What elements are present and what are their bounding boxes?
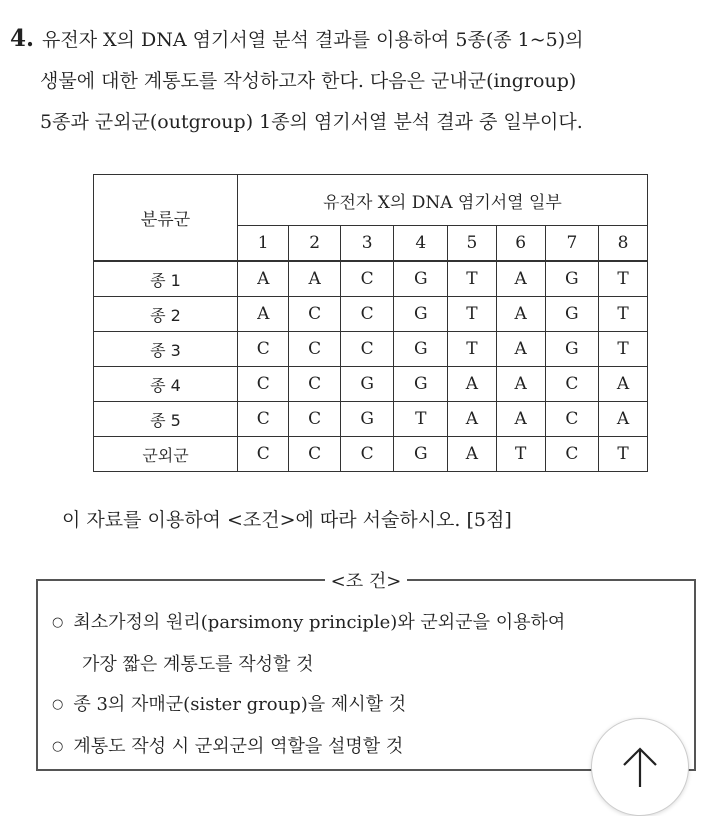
base-cell: A [599, 367, 648, 402]
bullet-icon: ○ [52, 739, 64, 754]
base-cell: A [496, 367, 545, 402]
question-number: 4. [10, 25, 35, 52]
condition-item-1-continuation: 가장 짧은 계통도를 작성할 것 [82, 654, 314, 675]
base-cell: A [448, 437, 497, 472]
table-row [94, 437, 648, 472]
base-cell: C [238, 367, 289, 402]
condition-text-3: 계통도 작성 시 군외군의 역할을 설명할 것 [73, 736, 404, 757]
base-cell: G [340, 367, 394, 402]
scroll-to-top-button[interactable] [591, 718, 689, 816]
base-cell: T [599, 437, 648, 472]
base-cell: A [238, 297, 289, 332]
base-cell: C [340, 332, 394, 367]
base-cell: A [599, 402, 648, 437]
table-row [94, 297, 648, 332]
base-cell: T [496, 437, 545, 472]
base-cell: C [289, 297, 340, 332]
position-header: 7 [545, 226, 599, 262]
condition-item-3 [52, 727, 565, 769]
base-cell: C [289, 332, 340, 367]
base-cell: C [340, 437, 394, 472]
base-cell: G [394, 367, 448, 402]
base-cell: C [340, 261, 394, 297]
base-cell: G [340, 402, 394, 437]
position-header: 6 [496, 226, 545, 262]
base-cell: A [496, 261, 545, 297]
base-cell: C [545, 367, 599, 402]
base-cell: T [448, 261, 497, 297]
sequence-header: 유전자 X의 DNA 염기서열 일부 [238, 175, 648, 226]
taxon-label: 종 5 [94, 402, 238, 437]
position-header: 3 [340, 226, 394, 262]
sequence-body [94, 261, 648, 472]
position-header: 2 [289, 226, 340, 262]
taxon-label: 종 1 [94, 261, 238, 297]
base-cell: C [289, 437, 340, 472]
table-row [94, 332, 648, 367]
base-cell: T [448, 297, 497, 332]
question-line-3: 5종과 군외군(outgroup) 1종의 염기서열 분석 결과 중 일부이다. [40, 111, 583, 133]
base-cell: T [599, 261, 648, 297]
base-cell: A [289, 261, 340, 297]
base-cell: T [599, 297, 648, 332]
group-header: 분류군 [94, 175, 238, 262]
condition-item-2 [52, 685, 565, 727]
position-header: 8 [599, 226, 648, 262]
base-cell: A [496, 402, 545, 437]
base-cell: G [545, 297, 599, 332]
table-row [94, 261, 648, 297]
base-cell: C [545, 402, 599, 437]
condition-item-1 [52, 603, 565, 645]
base-cell: A [448, 367, 497, 402]
conditions-list [52, 603, 565, 769]
base-cell: C [289, 367, 340, 402]
base-cell: G [394, 332, 448, 367]
taxon-label: 종 2 [94, 297, 238, 332]
taxon-label: 군외군 [94, 437, 238, 472]
question-line-1 [10, 18, 710, 61]
base-cell: C [289, 402, 340, 437]
taxon-label: 종 3 [94, 332, 238, 367]
base-cell: C [545, 437, 599, 472]
base-cell: G [394, 297, 448, 332]
condition-text-2: 종 3의 자매군(sister group)을 제시할 것 [73, 694, 407, 715]
question-block [10, 18, 710, 143]
instruction-text: 이 자료를 이용하여 <조건>에 따라 서술하시오. [5점] [62, 509, 512, 531]
arrow-up-icon [620, 745, 660, 789]
base-cell: A [238, 261, 289, 297]
question-line-2: 생물에 대한 계통도를 작성하고자 한다. 다음은 군내군(ingroup) [40, 70, 577, 92]
bullet-icon: ○ [52, 697, 64, 712]
conditions-title: <조 건> [325, 571, 408, 592]
position-header: 5 [448, 226, 497, 262]
base-cell: G [394, 261, 448, 297]
base-cell: C [238, 402, 289, 437]
position-header: 4 [394, 226, 448, 262]
position-header: 1 [238, 226, 289, 262]
conditions-title-wrap [38, 567, 694, 593]
base-cell: G [394, 437, 448, 472]
base-cell: A [448, 402, 497, 437]
base-cell: G [545, 332, 599, 367]
base-cell: T [448, 332, 497, 367]
base-cell: C [340, 297, 394, 332]
sequence-table [93, 174, 648, 472]
base-cell: A [496, 297, 545, 332]
table-row [94, 402, 648, 437]
base-cell: G [545, 261, 599, 297]
question-text-1: 유전자 X의 DNA 염기서열 분석 결과를 이용하여 5종(종 1~5)의 [42, 29, 584, 51]
taxon-label: 종 4 [94, 367, 238, 402]
base-cell: T [394, 402, 448, 437]
base-cell: C [238, 332, 289, 367]
base-cell: T [599, 332, 648, 367]
base-cell: A [496, 332, 545, 367]
base-cell: C [238, 437, 289, 472]
bullet-icon: ○ [52, 615, 64, 630]
condition-text-1: 최소가정의 원리(parsimony principle)와 군외군을 이용하여 [73, 612, 566, 633]
table-row [94, 367, 648, 402]
